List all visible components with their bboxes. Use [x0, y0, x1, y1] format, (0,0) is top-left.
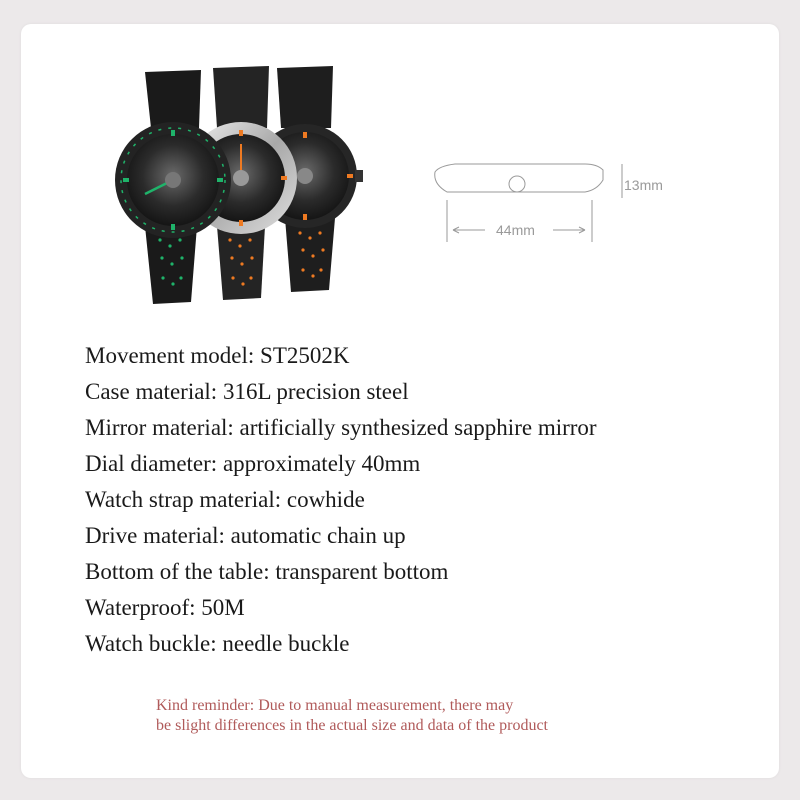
spec-list: [85, 338, 597, 662]
watch-product-image: [105, 58, 375, 313]
spec-case-back: Bottom of the table: transparent bottom: [85, 559, 449, 584]
watch-left: [115, 70, 231, 304]
spec-case-material: Case material: 316L precision steel: [85, 379, 409, 404]
spec-waterproof: Waterproof: 50M: [85, 595, 245, 620]
spec-movement-model: Movement model: ST2502K: [85, 343, 350, 368]
width-dimension-label: 44mm: [496, 222, 535, 238]
spec-strap-material: Watch strap material: cowhide: [85, 487, 365, 512]
spec-dial-diameter: Dial diameter: approximately 40mm: [85, 451, 421, 476]
reminder-line-2: be slight differences in the actual size and data of the product: [156, 717, 548, 734]
spec-buckle: Watch buckle: needle buckle: [85, 631, 350, 656]
reminder-line-1: Kind reminder: Due to manual measurement, there may: [156, 697, 514, 714]
watch-dimension-diagram: [425, 150, 685, 250]
spec-mirror-material: Mirror material: artificially synthesized sapphire mirror: [85, 415, 597, 440]
height-dimension-label: 13mm: [624, 177, 663, 193]
kind-reminder: [156, 696, 716, 736]
spec-drive-material: Drive material: automatic chain up: [85, 523, 406, 548]
